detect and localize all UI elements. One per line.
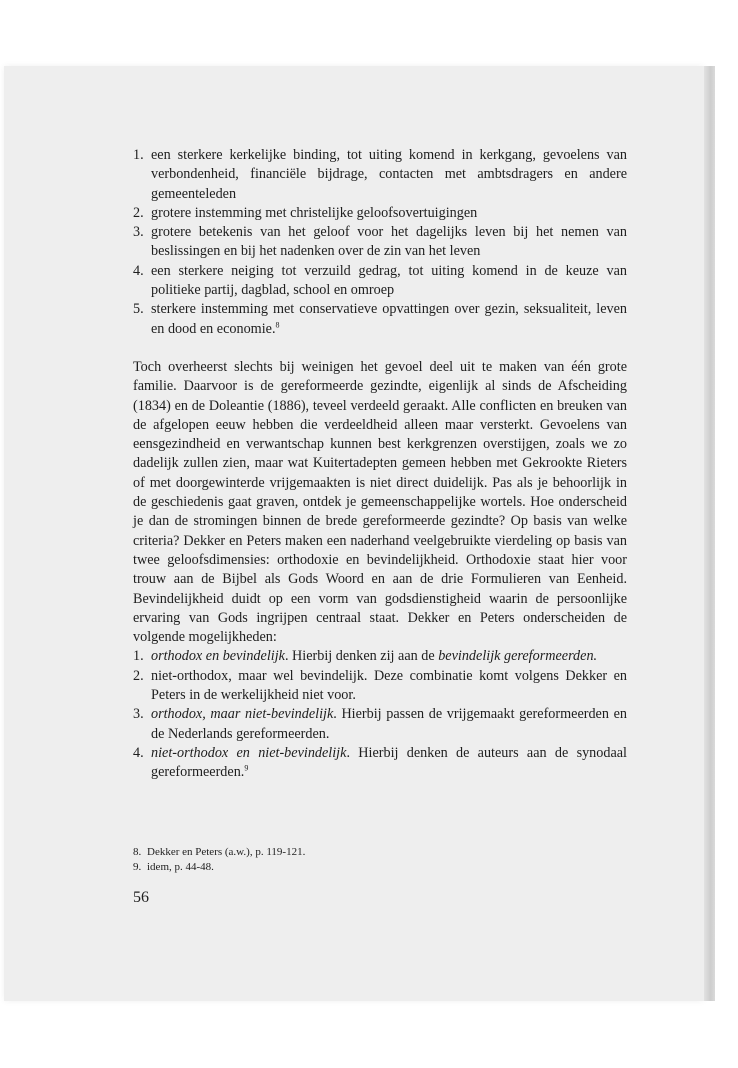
page-number: 56 bbox=[133, 889, 149, 906]
list-text: grotere instemming met christelijke geloofsovertuigingen bbox=[151, 204, 478, 221]
list-number: 1. bbox=[133, 147, 144, 163]
list-number: 1. bbox=[133, 648, 144, 665]
list-item bbox=[133, 744, 627, 783]
list-item bbox=[133, 262, 627, 301]
footnote-text: Dekker en Peters (a.w.), p. 119-121. bbox=[147, 846, 306, 858]
footnote-number: 9. bbox=[133, 861, 142, 873]
footnotes bbox=[133, 845, 627, 875]
list-number: 2. bbox=[133, 667, 144, 684]
list-number: 2. bbox=[133, 204, 144, 221]
page-edge bbox=[704, 66, 715, 1001]
list-text: niet-orthodox en niet-bevindelijk. Hierbij denken de auteurs aan de synodaal gereformeerden.$^9$ bbox=[151, 744, 628, 781]
list-item bbox=[133, 647, 627, 666]
list-text: een sterkere kerkelijke binding, tot uiting komend in kerkgang, gevoelens van verbondenheid, financiële bijdrage, contacten met ambtsdragers en andere gemeenteleden bbox=[151, 147, 627, 202]
list-text: een sterkere neiging tot verzuild gedrag, tot uiting komend in de keuze van politieke partij, dagblad, school en omroep bbox=[151, 262, 627, 299]
footnote-number: 8. bbox=[133, 846, 142, 858]
list-item bbox=[133, 146, 627, 204]
list-text: orthodox en bevindelijk. Hierbij denken zij aan de bevindelijk gereformeerden. bbox=[151, 648, 598, 665]
typology-list bbox=[133, 647, 627, 782]
list-number: 5. bbox=[133, 301, 144, 318]
footnote-text: idem, p. 44-48. bbox=[147, 861, 214, 873]
list-number: 4. bbox=[133, 262, 144, 279]
list-text: sterkere instemming met conservatieve opvattingen over gezin, seksualiteit, leven en dood en economie.$^8$ bbox=[151, 301, 627, 337]
list-number: 3. bbox=[133, 706, 144, 723]
list-text: orthodox, maar niet-bevindelijk. Hierbij passen de vrijgemaakt gereformeerden en de Nederlands gereformeerden. bbox=[151, 706, 627, 742]
body-paragraph: Toch overheerst slechts bij weinigen het gevoel deel uit te maken van één grote familie. Daarvoor is de gereformeerde gezindte, eigenlijk al sinds de Afscheiding (1834) en de Doleantie (1886), teveel verdeeld geraakt. Alle conflicten en breuken van de afgelopen eeuw hebben die verdeeldheid alleen maar versterkt. Gevoelens van eensgezindheid en verwantschap kunnen best kerkgrenzen overstijgen, zoals we zo dadelijk zullen zien, maar wat Kuitertadepten gemeen hebben met Gekrookte Rieters of met doorgewinterde vrijgemaakten is niet direct duidelijk. Pas als je behoorlijk in de geschiedenis gaat graven, ontdek je gemeenschappelijke wortels. Hoe onderscheid je dan de stromingen binnen de brede gereformeerde gezindte? Op basis van welke criteria? Dekker en Peters maken een naderhand veelgebruikte vierdeling op basis van twee geloofsdimensies: orthodoxie en bevindelijkheid. Orthodoxie staat hier voor trouw aan de Bijbel als Gods Woord en aan de drie Formulieren van Eenheid. Bevindelijkheid duidt op een vorm van godsdienstigheid waarin de persoonlijke ervaring van Gods ingrijpen centraal staat. Dekker en Peters onderscheiden de volgende mogelijkheden: bbox=[133, 358, 627, 646]
list-item bbox=[133, 300, 627, 339]
list-item bbox=[133, 223, 627, 262]
footnote-ref: 8 bbox=[275, 319, 280, 329]
list-item bbox=[133, 667, 627, 706]
list-number: 4. bbox=[133, 744, 144, 761]
list-item bbox=[133, 705, 627, 744]
footnote bbox=[133, 845, 627, 860]
list-number: 3. bbox=[133, 224, 144, 241]
criteria-list bbox=[133, 146, 627, 339]
list-text: grotere betekenis van het geloof voor het dagelijks leven bij het nemen van beslissingen en bij het nadenken over de zin van het leven bbox=[151, 224, 627, 260]
list-item bbox=[133, 204, 627, 223]
footnote bbox=[133, 860, 627, 875]
footnote-ref: 9 bbox=[244, 763, 249, 773]
list-text: niet-orthodox, maar wel bevindelijk. Deze combinatie komt volgens Dekker en Peters in de werkelijkheid niet voor. bbox=[151, 667, 627, 704]
page-content bbox=[133, 146, 627, 783]
